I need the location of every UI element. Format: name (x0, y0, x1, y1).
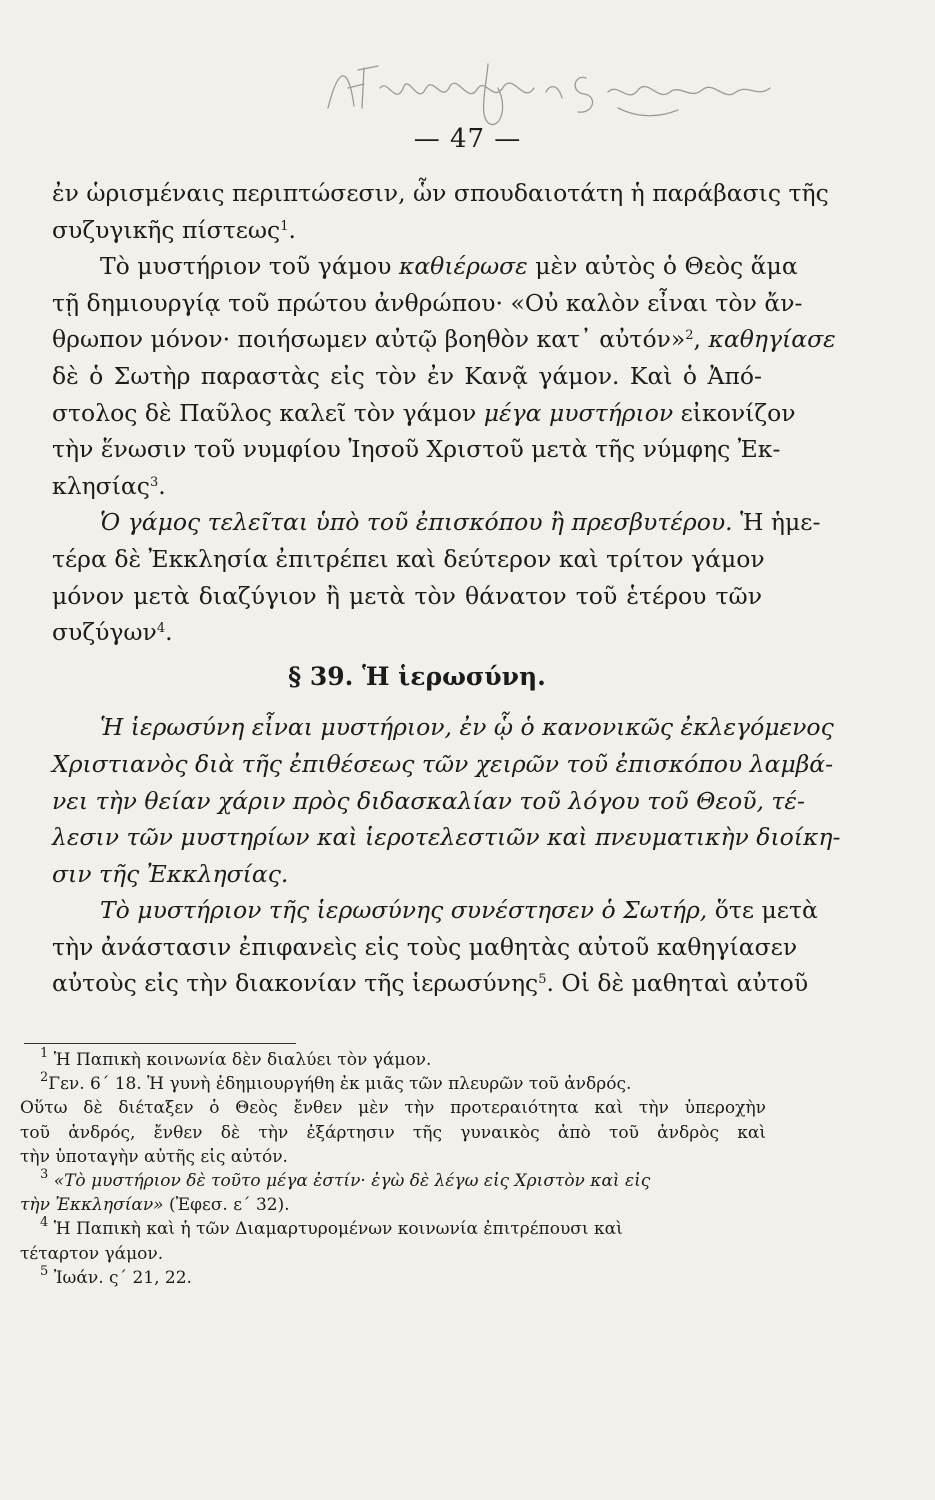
text-run-italic: Ὁ γάμος τελεῖται ὑπὸ τοῦ ἐπισκόπου ἢ πρεσβυτέρου. (100, 508, 733, 537)
text-line: τέρα δὲ Ἐκκλησία ἐπιτρέπει καὶ δεύτερον καὶ τρίτον γάμον (52, 544, 765, 573)
text-run: στολος δὲ Παῦλος καλεῖ τὸν γάμον (52, 398, 484, 427)
text-line: νει τὴν θείαν χάριν πρὸς διδασκαλίαν τοῦ λόγου τοῦ Θεοῦ, τέ- (52, 786, 805, 815)
text-line (52, 468, 762, 505)
text-run: κλησίας (52, 471, 150, 500)
footnote-4 (20, 1217, 766, 1241)
text-run-italic: καθιέρωσε (398, 252, 528, 281)
text-run-italic: Τὸ μυστήριον τῆς ἱερωσύνης συνέστησεν ὁ Σωτήρ, (100, 896, 708, 925)
text-line (52, 504, 821, 541)
footnote-ref: 2 (685, 328, 694, 344)
footnote-2-line: τοῦ ἀνδρός, ἔνθεν δὲ τὴν ἐξάρτησιν τῆς γυναικὸς ἀπὸ τοῦ ἀνδρὸς καὶ (20, 1122, 766, 1143)
text-line: λεσιν τῶν μυστηρίων καὶ ἱεροτελεστιῶν καὶ πνευματικὴν διοίκη- (52, 823, 841, 852)
footnote-2 (20, 1072, 766, 1096)
footnote-number: 2 (40, 1070, 49, 1086)
footnote-text-italic: τὴν Ἐκκλησίαν» (20, 1195, 164, 1216)
text-run: , (693, 325, 709, 354)
text-run: θρωπον μόνον· ποιήσωμεν αὐτῷ βοηθὸν κατ᾽ αὐτόν» (52, 325, 686, 354)
text-line (52, 321, 836, 358)
text-line: τὴν ἀνάστασιν ἐπιφανεὶς εἰς τοὺς μαθητὰς αὐτοῦ καθηγίασεν (52, 932, 798, 961)
footnote-text: Ἰωάν. ς΄ 21, 22. (53, 1267, 192, 1288)
text-line (52, 248, 798, 285)
text-run: συζύγων (52, 618, 157, 647)
footnote-2-line: Οὕτω δὲ διέταξεν ὁ Θεὸς ἔνθεν μὲν τὴν προτεραιότητα καὶ τὴν ὑπεροχὴν (20, 1098, 766, 1119)
footnote-text: Ἡ Παπικὴ κοινωνία δὲν διαλύει τὸν γάμον. (53, 1050, 432, 1070)
text-run: . (288, 215, 296, 244)
text-run: συζυγικῆς πίστεως (52, 215, 281, 244)
text-run-italic: μέγα μυστήριον (483, 398, 674, 427)
text-line: Χριστιανὸς διὰ τῆς ἐπιθέσεως τῶν χειρῶν τοῦ ἐπισκόπου λαμβά- (52, 749, 834, 778)
text-run: ὅτε μετὰ (707, 896, 818, 925)
signature-drawing (318, 48, 788, 128)
footnote-3-line (20, 1193, 766, 1217)
footnote-text: Γεν. 6΄ 18. Ἡ γυνὴ ἐδημιουργήθη ἐκ μιᾶς τῶν πλευρῶν τοῦ ἀνδρός. (48, 1074, 632, 1095)
text-line: τὴν ἕνωσιν τοῦ νυμφίου Ἰησοῦ Χριστοῦ μετὰ τῆς νύμφης Ἐκ- (52, 435, 781, 464)
text-run: . Οἱ δὲ μαθηταὶ αὐτοῦ (546, 969, 809, 998)
footnote-text: Ἡ Παπικὴ καὶ ἡ τῶν Διαμαρτυρομένων κοινωνία ἐπιτρέπουσι καὶ (53, 1219, 623, 1240)
footnote-text-italic: «Τὸ μυστήριον δὲ τοῦτο μέγα ἐστίν· ἐγὼ δὲ λέγω εἰς Χριστὸν καὶ εἰς (53, 1171, 651, 1192)
footnote-number: 3 (40, 1167, 49, 1183)
footnote-number: 1 (40, 1046, 49, 1061)
footnote-5 (20, 1263, 766, 1290)
text-line (52, 965, 809, 1002)
footnote-ref: 1 (280, 218, 289, 234)
main-text (52, 175, 841, 1002)
text-run: αὐτοὺς εἰς τὴν διακονίαν τῆς ἱερωσύνης (52, 969, 539, 998)
text-line: μόνον μετὰ διαζύγιον ἢ μετὰ τὸν θάνατον τοῦ ἑτέρου τῶν (52, 581, 762, 610)
footnote-divider (24, 1043, 296, 1044)
text-line (52, 892, 818, 929)
text-line: ἐν ὡρισμέναις περιπτώσεσιν, ὧν σπουδαιοτάτη ἡ παράβασις τῆς (52, 179, 829, 207)
footnote-ref: 3 (149, 474, 159, 490)
text-run: Τὸ μυστήριον τοῦ γάμου (100, 252, 399, 281)
text-line (52, 212, 762, 249)
footnote-text: (Ἐφεσ. ε΄ 32). (163, 1195, 290, 1216)
text-run: μὲν αὐτὸς ὁ Θεὸς ἅμα (527, 252, 798, 281)
text-line (52, 395, 796, 432)
footnote-ref: 4 (156, 621, 166, 637)
text-line: σιν τῆς Ἐκκλησίας. (52, 859, 289, 888)
footnotes (20, 1048, 766, 1290)
text-run: εἰκονίζον (673, 398, 796, 427)
footnote-ref: 5 (538, 972, 547, 988)
footnote-number: 4 (40, 1215, 49, 1231)
text-run: . (158, 471, 166, 500)
footnote-4-line: τέταρτον γάμον. (20, 1243, 164, 1264)
text-line (52, 614, 762, 651)
footnote-1 (20, 1048, 766, 1072)
section-heading: § 39. Ἡ ἱερωσύνη. (288, 661, 546, 691)
handwritten-signature (318, 48, 788, 128)
text-run: . (165, 618, 173, 647)
page-number: — 47 — (413, 124, 522, 154)
footnote-2-line: τὴν ὑποταγὴν αὐτῆς εἰς αὐτόν. (20, 1146, 288, 1167)
text-run-italic: καθηγίασε (708, 325, 836, 354)
text-line: Ἡ ἱερωσύνη εἶναι μυστήριον, ἐν ᾧ ὁ κανονικῶς ἐκλεγόμενος (100, 713, 834, 742)
text-line: δὲ ὁ Σωτὴρ παραστὰς εἰς τὸν ἐν Κανᾷ γάμον. Καὶ ὁ Ἀπό- (52, 361, 762, 390)
text-line: τῇ δημιουργίᾳ τοῦ πρώτου ἀνθρώπου· «Οὐ καλὸν εἶναι τὸν ἄν- (52, 288, 803, 317)
text-run: Ἡ ἡμε- (732, 508, 821, 537)
footnote-number: 5 (40, 1263, 49, 1279)
footnote-3 (20, 1169, 766, 1193)
